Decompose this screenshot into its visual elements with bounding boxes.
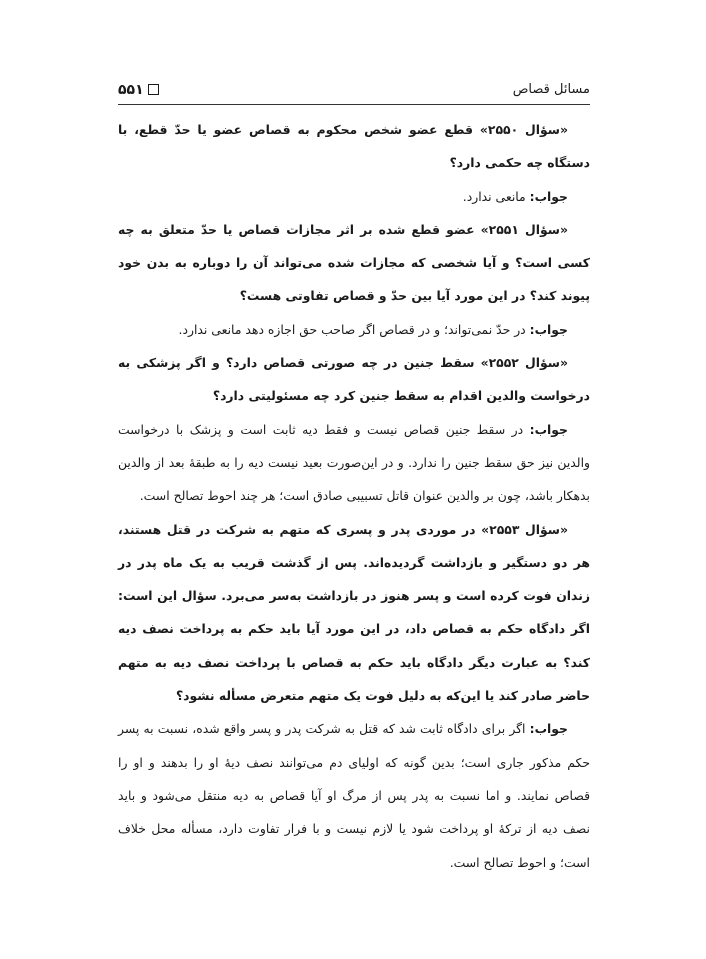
answer-text: مانعی ندارد. (462, 188, 530, 204)
question-2551: «سؤال ۲۵۵۱» عضو قطع شده بر اثر مجازات قصاص یا حدّ متعلق به چه کسی است؟ و آیا شخصی که مجازات شده می‌تواند آن را دوباره به بدن خود پیوند کند؟ در این مورد آیا بین حدّ و قصاص تفاوتی هست؟ (118, 221, 590, 304)
page-body (118, 113, 590, 879)
page-number-text: ۵۵۱ (118, 82, 144, 98)
answer-2552 (118, 413, 590, 513)
question-2552: «سؤال ۲۵۵۲» سقط جنین در چه صورتی قصاص دارد؟ و اگر پزشکی به درخواست والدین اقدام به سقط جنین کرد چه مسئولیتی دارد؟ (118, 355, 590, 404)
running-title: مسائل قصاص (512, 82, 590, 97)
answer-2553 (118, 712, 590, 878)
answer-text: اگر برای دادگاه ثابت شد که قتل به شرکت پدر و پسر واقع شده، نسبت به پسر حکم مذکور جاری است؛ بدین گونه که اولیای دم می‌توانند نصف دیهٔ او را بدهند و او را قصاص نمایند. و اما نسبت به پدر پس از مرگ او آیا قصاص به دیه منتقل می‌شود و باید نصف دیه از ترکهٔ او پرداخت شود یا لازم نیست و با فرار تفاوت دارد، مسأله محل خلاف است؛ و احوط تصالح است. (118, 721, 590, 870)
answer-label: جواب: (529, 721, 568, 737)
question-2550: «سؤال ۲۵۵۰» قطع عضو شخص محکوم به قصاص عضو یا حدّ قطع، با دستگاه چه حکمی دارد؟ (118, 122, 590, 171)
answer-text: در سقط جنین قصاص نیست و فقط دیه ثابت است و پزشک با درخواست والدین نیز حق سقط جنین را ندارد. و در این‌صورت بعید نیست دیه را به طبقهٔ بعد از والدین بدهکار باشد، چون بر والدین عنوان قاتل تسبیبی صادق است؛ هر چند احوط تصالح است. (118, 421, 590, 504)
square-ornament-icon (148, 84, 159, 95)
answer-label: جواب: (529, 188, 568, 204)
question-2553: «سؤال ۲۵۵۳» در موردی پدر و پسری که متهم به شرکت در قتل هستند، هر دو دستگیر و بازداشت گردیده‌اند. پس از گذشت قریب به یک ماه پدر در زندان فوت کرده است و پسر هنوز در بازداشت به‌سر می‌برد. سؤال این است: اگر دادگاه حکم به قصاص داد، در این مورد آیا باید حکم به پرداخت نصف دیه کند؟ به عبارت دیگر دادگاه باید حکم به قصاص با پرداخت نصف دیه به متهم حاضر صادر کند یا این‌که به دلیل فوت یک متهم متعرض مسأله نشود؟ (118, 521, 590, 704)
header-rule (118, 104, 590, 105)
page-header (118, 80, 590, 102)
answer-text: در حدّ نمی‌تواند؛ و در قصاص اگر صاحب حق اجازه دهد مانعی ندارد. (178, 321, 530, 337)
answer-label: جواب: (529, 321, 568, 337)
answer-2550 (118, 180, 590, 213)
answer-2551 (118, 313, 590, 346)
answer-label: جواب: (529, 421, 568, 437)
page-number (118, 80, 159, 100)
